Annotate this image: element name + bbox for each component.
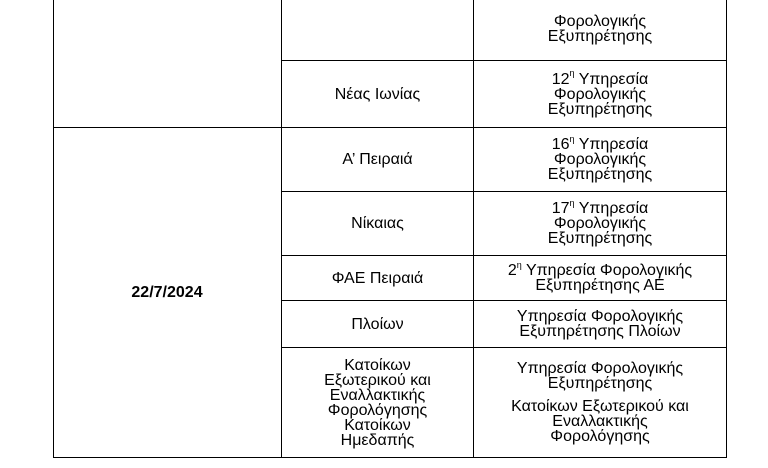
service-line: Εξυπηρέτησης [547,100,653,118]
service-cell [474,348,726,457]
office-name: ΦΑΕ Πειραιά [331,269,424,287]
service-cell [474,301,726,347]
table-border-bottom [53,457,727,458]
office-cell [282,348,473,457]
office-cell [282,128,473,191]
office-line: Εναλλακτικής [329,386,426,404]
service-line: Εξυπηρέτησης [547,230,653,247]
service-cell [474,128,726,191]
service-number: 16 [551,136,570,153]
office-cell [282,192,473,255]
office-name: Νέας Ιωνίας [334,85,421,103]
table-border-right [726,0,727,458]
service-number: 12 [551,70,570,88]
service-line [551,133,649,153]
office-line: Εξωτερικού και [324,371,431,389]
service-first-text: Υπηρεσία Φορολογικής [521,262,693,279]
service-line [507,259,693,279]
service-line: Εξυπηρέτησης [547,375,653,392]
date-text: 22/7/2024 [131,284,203,301]
service-cell [474,61,726,127]
office-name: Πλοίων [351,315,404,333]
service-line: Εξυπηρέτησης Πλοίων [519,323,681,340]
service-line [551,68,649,88]
service-line: Φορολογικής [553,85,647,103]
date-cell [53,128,281,457]
service-cell [474,14,726,56]
service-number: 2 [507,262,517,279]
ordinal-suffix: η [569,133,575,144]
service-line: Εξυπηρέτησης [547,166,653,183]
ordinal-suffix: η [569,197,575,208]
office-name: Νίκαιας [351,215,404,232]
office-line: Κατοίκων [344,416,411,434]
service-line: Υπηρεσία Φορολογικής [516,308,684,325]
service-first-text: Υπηρεσία [574,200,649,217]
office-line: Ημεδαπής [340,431,415,449]
service-line [551,197,649,217]
ordinal-suffix: η [516,259,522,270]
service-line: Εναλλακτικής [552,413,648,430]
office-cell [282,301,473,347]
service-cell [474,256,726,300]
office-cell [282,61,473,127]
service-line: Εξυπηρέτησης ΑΕ [535,277,665,294]
office-name: Α’ Πειραιά [342,151,413,168]
service-line: Φορολογικής [553,13,647,30]
service-line: Υπηρεσία Φορολογικής [516,360,684,377]
office-line: Κατοίκων [344,356,411,374]
service-line: Φορολόγησης [550,428,650,445]
service-line: Φορολογικής [553,151,647,168]
service-line: Φορολογικής [553,215,647,232]
office-line: Φορολόγησης [327,401,428,419]
service-cell [474,192,726,255]
service-line: Κατοίκων Εξωτερικού και [511,398,689,415]
schedule-table [53,0,727,458]
service-number: 17 [551,200,570,217]
office-cell [282,256,473,300]
service-first-text: Υπηρεσία [574,70,649,88]
ordinal-suffix: η [569,68,575,79]
service-line: Εξυπηρέτησης [547,28,653,45]
service-first-text: Υπηρεσία [574,136,649,153]
